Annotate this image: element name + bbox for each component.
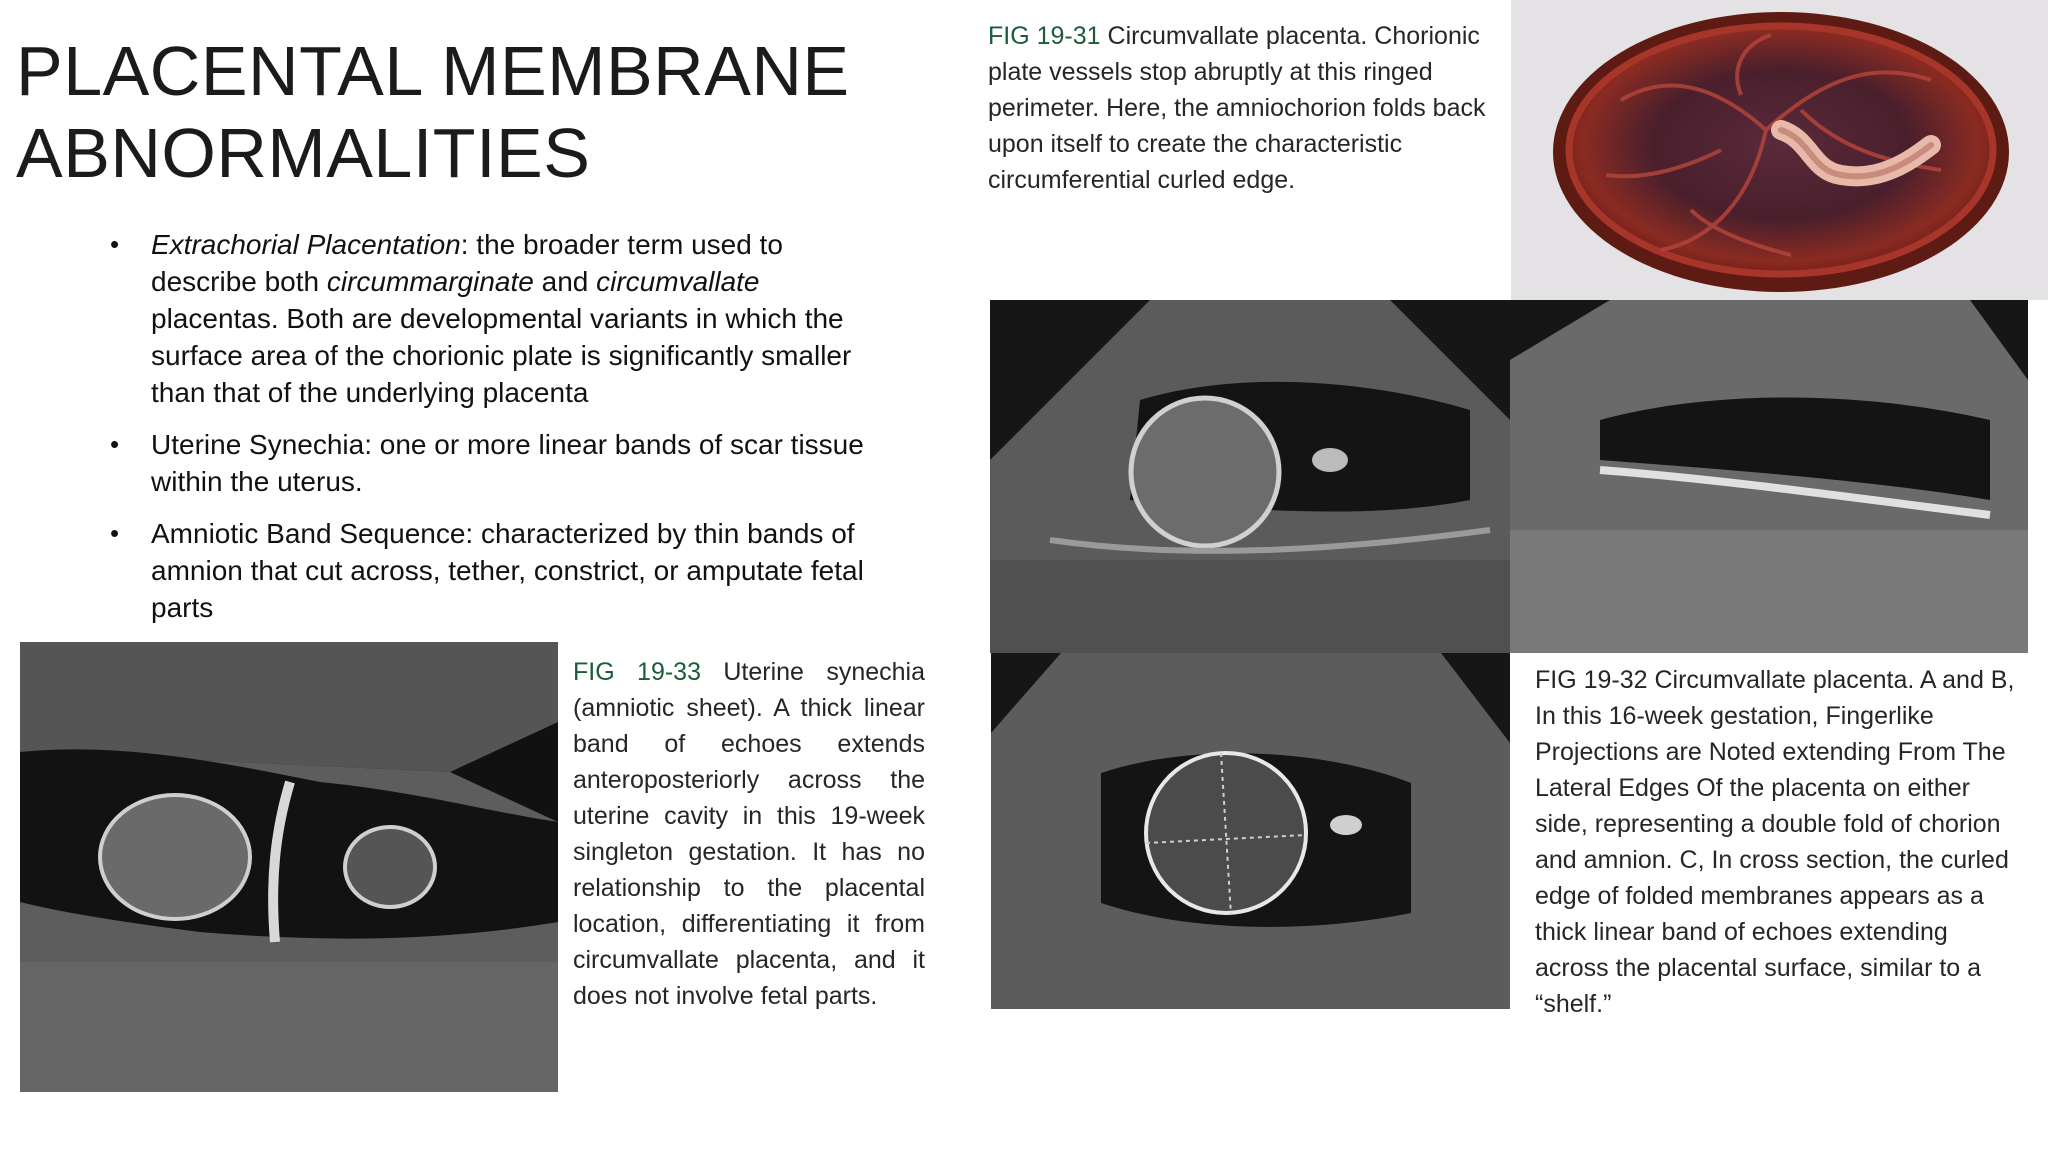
placenta-photo bbox=[1511, 0, 2048, 300]
ultrasound-fig-32b bbox=[1510, 300, 2028, 653]
ultrasound-fig-32c bbox=[991, 653, 1510, 1009]
bullet-text: and bbox=[533, 266, 597, 297]
term-circummarginate: circummarginate bbox=[326, 266, 534, 297]
fig-19-33-caption bbox=[573, 654, 925, 1014]
caption-text: Circumvallate placenta. Chorionic plate vessels stop abruptly at this ringed perimeter. Here, the amniochorion folds back upon itself to create the characteristic circumferential curled edge. bbox=[988, 22, 1486, 194]
bullet-text: placentas. Both are developmental variants in which the surface area of the chorionic plate is significantly smaller than that of the underlying placenta bbox=[151, 303, 852, 408]
bullet-item-extrachorial bbox=[110, 226, 890, 411]
caption-text: Uterine synechia (amniotic sheet). A thick linear band of echoes extends anteroposteriorly across the uterine cavity in this 19-week singleton gestation. It has no relationship to the placental location, differentiating it from circumvallate placenta, and it does not involve fetal parts. bbox=[573, 658, 925, 1010]
bullet-item-synechia bbox=[110, 426, 890, 500]
ultrasound-fig-32a bbox=[990, 300, 1510, 653]
fig-label: FIG 19-33 bbox=[573, 658, 701, 686]
ultrasound-fig-33 bbox=[20, 642, 558, 1092]
bullet-text: Amniotic Band Sequence: characterized by thin bands of amnion that cut across, tether, constrict, or amputate fetal parts bbox=[151, 518, 864, 623]
bullet-list bbox=[110, 226, 890, 641]
title-line-2: ABNORMALITIES bbox=[16, 114, 591, 192]
fig-label: FIG 19-31 bbox=[988, 22, 1101, 50]
slide-title bbox=[16, 30, 916, 194]
title-line-1: PLACENTAL MEMBRANE bbox=[16, 32, 850, 110]
term-circumvallate: circumvallate bbox=[596, 266, 760, 297]
term-extrachorial: Extrachorial Placentation bbox=[151, 229, 461, 260]
bullet-text: : the broader term used to describe both bbox=[151, 229, 783, 297]
bullet-text: Uterine Synechia: one or more linear bands of scar tissue within the uterus. bbox=[151, 429, 864, 497]
fig-19-32-caption: FIG 19-32 Circumvallate placenta. A and B, In this 16-week gestation, Fingerlike Projections are Noted extending From The Lateral Edges Of the placenta on either side, representing a double fold of chorion and amnion. C, In cross section, the curled edge of folded membranes appears as a thick linear band of echoes extending across the placental surface, similar to a “shelf.” bbox=[1535, 666, 2015, 1018]
bullet-item-amniotic-band bbox=[110, 515, 890, 626]
fig-19-31-caption bbox=[988, 18, 1488, 198]
